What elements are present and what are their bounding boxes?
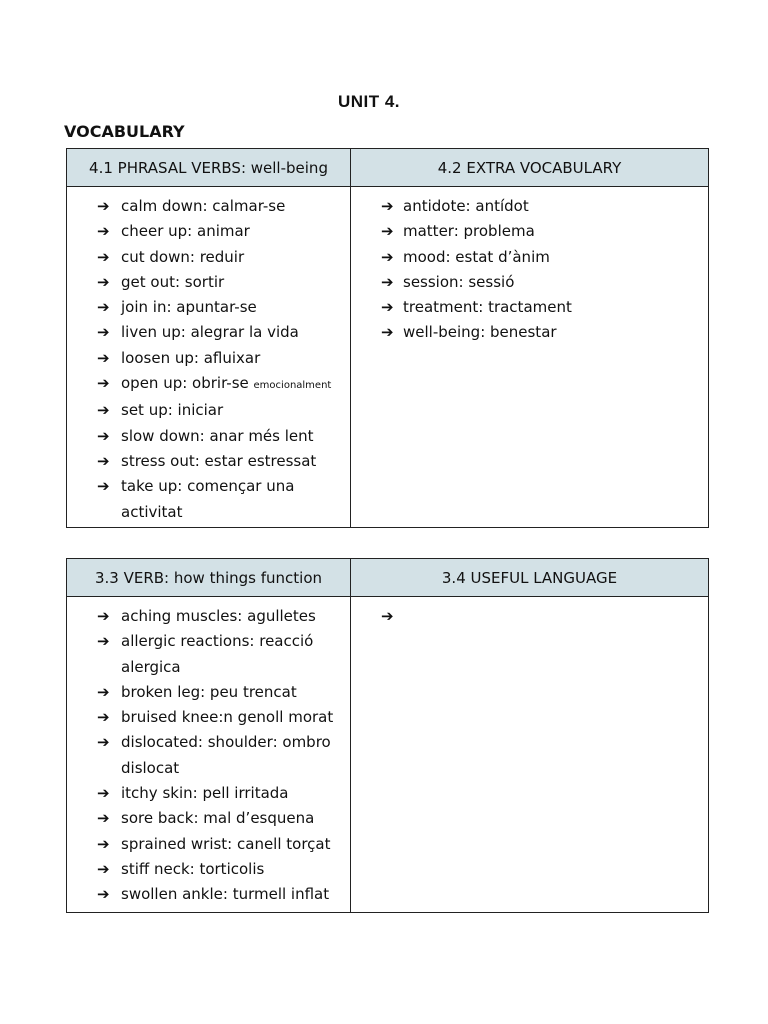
list-item	[351, 245, 708, 270]
list-item	[67, 270, 350, 295]
table2-left-list	[67, 597, 350, 908]
arrow-icon: ➔	[381, 323, 394, 342]
arrow-icon: ➔	[97, 784, 110, 803]
arrow-icon: ➔	[97, 348, 110, 367]
list-item-text: join in: apuntar-se	[121, 298, 257, 317]
arrow-icon: ➔	[381, 298, 394, 317]
vocab-table-1	[66, 148, 709, 528]
table2-right-cell	[351, 597, 709, 913]
arrow-icon: ➔	[97, 374, 110, 393]
list-item-text: liven up: alegrar la vida	[121, 323, 299, 342]
list-item-text: matter: problema	[403, 222, 535, 241]
list-item-text: loosen up: afluixar	[121, 348, 261, 367]
list-item-text: bruised knee:n genoll morat	[121, 708, 334, 727]
list-item-text: dislocated: shoulder: ombro dislocat	[121, 733, 331, 777]
arrow-icon: ➔	[381, 197, 394, 215]
item-note: emocionalment	[253, 380, 332, 392]
list-item-text: slow down: anar més lent	[121, 426, 314, 445]
arrow-icon: ➔	[97, 247, 110, 266]
list-item-text: get out: sortir	[121, 272, 225, 291]
table2-left-cell	[67, 597, 351, 913]
list-item	[67, 194, 350, 219]
list-item	[67, 832, 350, 857]
list-item	[67, 781, 350, 806]
arrow-icon: ➔	[97, 477, 110, 496]
list-item-text: stiff neck: torticolis	[121, 859, 265, 878]
list-item-text: treatment: tractament	[403, 298, 572, 317]
arrow-icon: ➔	[381, 222, 394, 241]
table1-left-cell	[67, 187, 351, 528]
list-item	[351, 219, 708, 244]
vocabulary-heading: VOCABULARY	[64, 122, 185, 141]
list-item-text: sore back: mal d’esquena	[121, 809, 315, 828]
list-item-text: set up: iniciar	[121, 401, 224, 420]
vocab-table-2	[66, 558, 709, 913]
list-item	[351, 295, 708, 320]
list-item	[67, 882, 350, 907]
arrow-icon: ➔	[381, 272, 394, 291]
arrow-icon: ➔	[97, 451, 110, 470]
list-item	[351, 194, 708, 219]
list-item	[67, 245, 350, 270]
list-item	[67, 857, 350, 882]
list-item	[67, 806, 350, 831]
list-item	[67, 474, 350, 525]
table1-right-cell	[351, 187, 709, 528]
list-item	[67, 730, 350, 781]
list-item	[351, 270, 708, 295]
list-item	[67, 424, 350, 449]
arrow-icon: ➔	[97, 298, 110, 317]
table2-right-header: 3.4 USEFUL LANGUAGE	[351, 559, 709, 597]
arrow-icon: ➔	[97, 222, 110, 241]
arrow-icon: ➔	[97, 323, 110, 342]
list-item-text: aching muscles: agulletes	[121, 607, 316, 625]
list-item-text: open up: obrir-se	[121, 374, 249, 393]
list-item	[351, 320, 708, 345]
list-item	[67, 295, 350, 320]
list-item	[67, 398, 350, 423]
list-item	[67, 371, 350, 398]
table1-left-list	[67, 187, 350, 525]
list-item-text: antidote: antídot	[403, 197, 529, 215]
list-item	[67, 629, 350, 680]
arrow-icon: ➔	[97, 272, 110, 291]
arrow-icon: ➔	[97, 809, 110, 828]
arrow-icon: ➔	[97, 426, 110, 445]
list-item-text: allergic reactions: reacció alergica	[121, 632, 314, 676]
unit-title: UNIT 4.	[337, 92, 401, 111]
arrow-icon: ➔	[97, 885, 110, 904]
list-item-text: well-being: benestar	[403, 323, 557, 342]
arrow-icon: ➔	[97, 733, 110, 752]
arrow-icon: ➔	[97, 834, 110, 853]
arrow-icon: ➔	[381, 247, 394, 266]
table1-left-header: 4.1 PHRASAL VERBS: well-being	[67, 149, 351, 187]
list-item-text: broken leg: peu trencat	[121, 682, 297, 701]
arrow-icon: ➔	[97, 708, 110, 727]
arrow-icon: ➔	[97, 197, 110, 215]
list-item	[67, 449, 350, 474]
list-item-text: itchy skin: pell irritada	[121, 784, 289, 803]
arrow-icon: ➔	[381, 607, 394, 625]
arrow-icon: ➔	[97, 401, 110, 420]
list-item	[67, 346, 350, 371]
arrow-icon: ➔	[97, 682, 110, 701]
list-item-text: calm down: calmar-se	[121, 197, 286, 215]
table2-right-list	[351, 597, 708, 625]
list-item-text: take up: començar una activitat	[121, 477, 295, 521]
list-item-text: mood: estat d’ànim	[403, 247, 550, 266]
table1-right-header: 4.2 EXTRA VOCABULARY	[351, 149, 709, 187]
list-item-text: stress out: estar estressat	[121, 451, 317, 470]
list-item	[67, 219, 350, 244]
table2-left-header: 3.3 VERB: how things function	[67, 559, 351, 597]
list-item-text: swollen ankle: turmell inflat	[121, 885, 330, 904]
list-item	[67, 705, 350, 730]
arrow-icon: ➔	[97, 632, 110, 651]
table1-right-list	[351, 187, 708, 346]
list-item	[67, 604, 350, 629]
list-item	[67, 680, 350, 705]
list-item-text: sprained wrist: canell torçat	[121, 834, 331, 853]
arrow-icon: ➔	[97, 859, 110, 878]
arrow-icon: ➔	[97, 607, 110, 625]
list-item-text: session: sessió	[403, 272, 515, 291]
list-item-text: cut down: reduir	[121, 247, 245, 266]
list-item-text: cheer up: animar	[121, 222, 250, 241]
list-item	[67, 320, 350, 345]
